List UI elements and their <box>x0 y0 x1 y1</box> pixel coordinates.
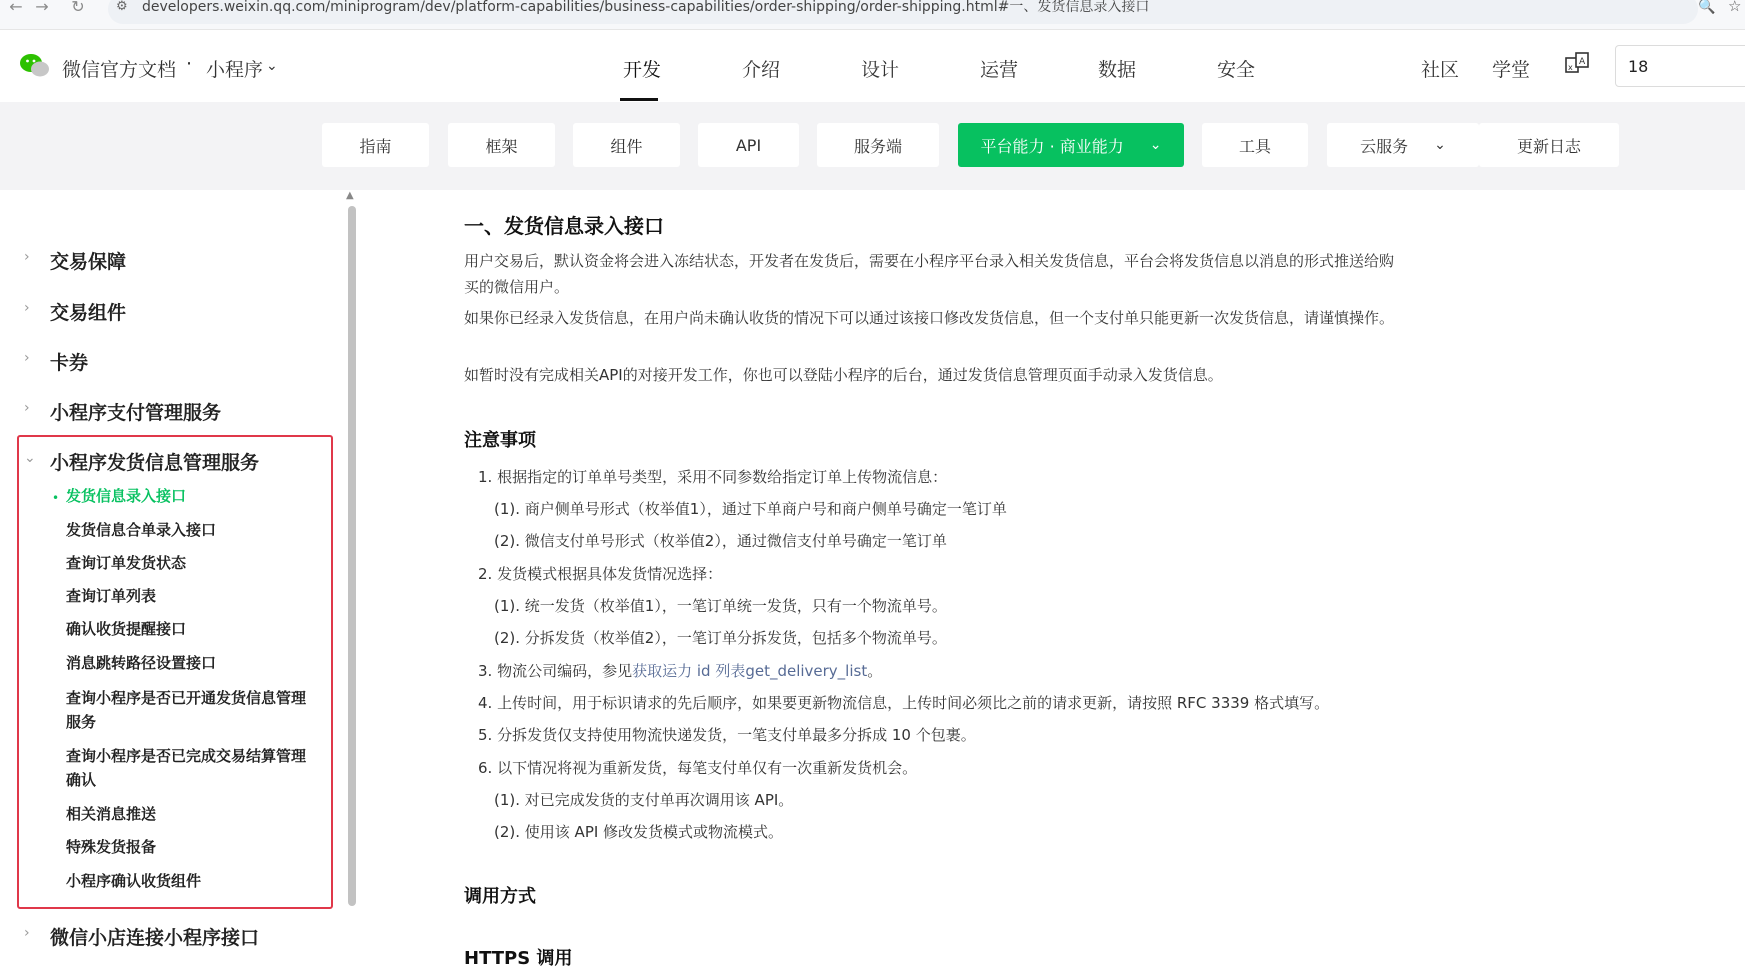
chevron-down-icon: ⌄ <box>1434 137 1446 153</box>
zoom-icon[interactable]: 🔍 <box>1698 0 1716 15</box>
url-text[interactable]: developers.weixin.qq.com/miniprogram/dev/platform-capabilities/business-capabilities/order-shipping/order-shipping.html#一、发货信息录入接口 <box>142 0 1150 15</box>
chevron-down-icon: ⌄ <box>1149 137 1162 153</box>
note-6b: (2). 使用该 API 修改发货模式或物流模式。 <box>494 823 784 841</box>
bookmark-star-icon[interactable]: ☆ <box>1728 0 1742 15</box>
subnav-guide[interactable]: 指南 <box>322 123 429 167</box>
sidebar-child-receipt-component[interactable]: 小程序确认收货组件 <box>66 872 202 890</box>
nav-community[interactable]: 社区 <box>1421 59 1460 81</box>
subnav-platform-label: 平台能力 · 商业能力 <box>980 136 1124 156</box>
subnav-server[interactable]: 服务端 <box>817 123 939 167</box>
nav-active-indicator <box>620 98 658 101</box>
nav-data[interactable]: 数据 <box>1098 59 1137 81</box>
note-3 <box>478 660 882 681</box>
sidebar-child-query-settlement[interactable]: 查询小程序是否已完成交易结算管理确认 <box>66 747 307 789</box>
site-header <box>0 31 1745 101</box>
chevron-down-icon[interactable]: ⌄ <box>24 450 36 466</box>
sidebar-child-combined-upload[interactable]: 发货信息合单录入接口 <box>66 521 217 539</box>
subnav-tools[interactable]: 工具 <box>1202 123 1308 167</box>
paragraph-manual: 如暂时没有完成相关API的对接开发工作，你也可以登陆小程序的后台，通过发货信息管理页面手动录入发货信息。 <box>464 366 1223 384</box>
notes-heading: 注意事项 <box>464 430 536 451</box>
sidebar-item-coupon[interactable]: 卡券 <box>50 352 89 374</box>
brand-title[interactable]: 微信官方文档 <box>62 59 177 81</box>
wechat-logo-icon[interactable] <box>18 49 52 83</box>
svg-text:A: A <box>1579 57 1586 67</box>
note-2b: (2). 分拆发货（枚举值2），一笔订单分拆发货，包括多个物流单号。 <box>494 629 947 647</box>
search-input[interactable] <box>1628 46 1745 86</box>
chevron-right-icon[interactable]: › <box>24 400 30 416</box>
sidebar-child-message-push[interactable]: 相关消息推送 <box>66 805 157 823</box>
nav-design[interactable]: 设计 <box>861 59 900 81</box>
back-icon[interactable]: ← <box>9 0 23 16</box>
sidebar-child-receipt-reminder[interactable]: 确认收货提醒接口 <box>66 620 187 638</box>
nav-security[interactable]: 安全 <box>1217 59 1256 81</box>
chevron-right-icon[interactable]: › <box>24 300 30 316</box>
svg-text:x: x <box>1568 63 1573 72</box>
note-1: 1. 根据指定的订单单号类型，采用不同参数给指定订单上传物流信息： <box>478 468 948 486</box>
note-3-prefix: 3. 物流公司编码，参见 <box>478 662 633 680</box>
sidebar-child-jump-path[interactable]: 消息跳转路径设置接口 <box>66 654 217 672</box>
reload-icon[interactable]: ↻ <box>71 0 85 16</box>
chevron-down-icon[interactable]: ⌄ <box>266 58 278 74</box>
nav-dev[interactable]: 开发 <box>623 59 662 81</box>
sidebar-item-payment-management[interactable]: 小程序支付管理服务 <box>50 402 222 424</box>
section-title: 一、发货信息录入接口 <box>464 214 664 238</box>
delivery-list-link[interactable]: 获取运力 id 列表get_delivery_list <box>632 662 868 680</box>
sidebar-child-shipping-upload[interactable]: 发货信息录入接口 <box>66 487 187 505</box>
translate-icon[interactable] <box>1564 51 1590 77</box>
subnav-platform-capability[interactable] <box>958 123 1184 167</box>
paragraph-intro: 用户交易后，默认资金将会进入冻结状态，开发者在发货后，需要在小程序平台录入相关发货信息，平台会将发货信息以消息的形式推送给购买的微信用户。 <box>464 252 1395 296</box>
site-settings-icon[interactable]: ⚙ <box>116 0 128 14</box>
browser-bar <box>0 0 1745 30</box>
sidebar-scrollbar[interactable] <box>348 206 356 906</box>
chevron-right-icon[interactable]: › <box>24 249 30 265</box>
subnav-cloud[interactable] <box>1327 123 1479 167</box>
scroll-up-arrow[interactable]: ▲ <box>346 190 354 201</box>
nav-school[interactable]: 学堂 <box>1492 59 1531 81</box>
nav-operate[interactable]: 运营 <box>980 59 1019 81</box>
subnav-cloud-label: 云服务 <box>1360 136 1409 156</box>
note-5: 5. 分拆发货仅支持使用物流快递发货，一笔支付单最多分拆成 10 个包裹。 <box>478 726 976 744</box>
active-bullet: • <box>52 491 60 505</box>
note-2: 2. 发货模式根据具体发货情况选择： <box>478 565 723 583</box>
chevron-right-icon[interactable]: › <box>24 350 30 366</box>
note-4: 4. 上传时间，用于标识请求的先后顺序，如果要更新物流信息，上传时间必须比之前的请求更新，请按照 RFC 3339 格式填写。 <box>478 694 1330 712</box>
sidebar-item-wechat-store[interactable]: 微信小店连接小程序接口 <box>50 927 260 949</box>
nav-intro[interactable]: 介绍 <box>742 59 781 81</box>
note-6: 6. 以下情况将视为重新发货，每笔支付单仅有一次重新发货机会。 <box>478 759 918 777</box>
subnav-api[interactable]: API <box>698 123 799 167</box>
subnav-component[interactable]: 组件 <box>573 123 680 167</box>
product-selector[interactable]: 小程序 <box>206 59 264 81</box>
forward-icon[interactable]: → <box>35 0 49 16</box>
note-2a: (1). 统一发货（枚举值1），一笔订单统一发货，只有一个物流单号。 <box>494 597 947 615</box>
chevron-right-icon[interactable]: › <box>24 925 30 941</box>
note-1b: (2). 微信支付单号形式（枚举值2），通过微信支付单号确定一笔订单 <box>494 532 947 550</box>
call-method-heading: 调用方式 <box>464 886 536 907</box>
sidebar-item-trade-component[interactable]: 交易组件 <box>50 302 127 324</box>
sidebar-child-query-opened[interactable]: 查询小程序是否已开通发货信息管理服务 <box>66 689 307 731</box>
subnav-changelog[interactable]: 更新日志 <box>1479 123 1619 167</box>
sub-nav <box>0 102 1745 190</box>
sidebar-item-shipping-management[interactable]: 小程序发货信息管理服务 <box>50 452 260 474</box>
sidebar-child-query-status[interactable]: 查询订单发货状态 <box>66 554 187 572</box>
note-1a: (1). 商户侧单号形式（枚举值1），通过下单商户号和商户侧单号确定一笔订单 <box>494 500 1007 518</box>
sidebar-child-special-report[interactable]: 特殊发货报备 <box>66 838 157 856</box>
paragraph-update: 如果你已经录入发货信息，在用户尚未确认收货的情况下可以通过该接口修改发货信息，但一个支付单只能更新一次发货信息，请谨慎操作。 <box>464 309 1395 327</box>
note-3-suffix: 。 <box>867 662 883 680</box>
sidebar-item-trade-guarantee[interactable]: 交易保障 <box>50 251 127 273</box>
subnav-framework[interactable]: 框架 <box>448 123 555 167</box>
note-6a: (1). 对已完成发货的支付单再次调用该 API。 <box>494 791 794 809</box>
sidebar-child-query-list[interactable]: 查询订单列表 <box>66 587 157 605</box>
search-box[interactable] <box>1615 45 1745 87</box>
brand-separator: · <box>186 53 193 75</box>
https-call-heading: HTTPS 调用 <box>464 948 573 969</box>
